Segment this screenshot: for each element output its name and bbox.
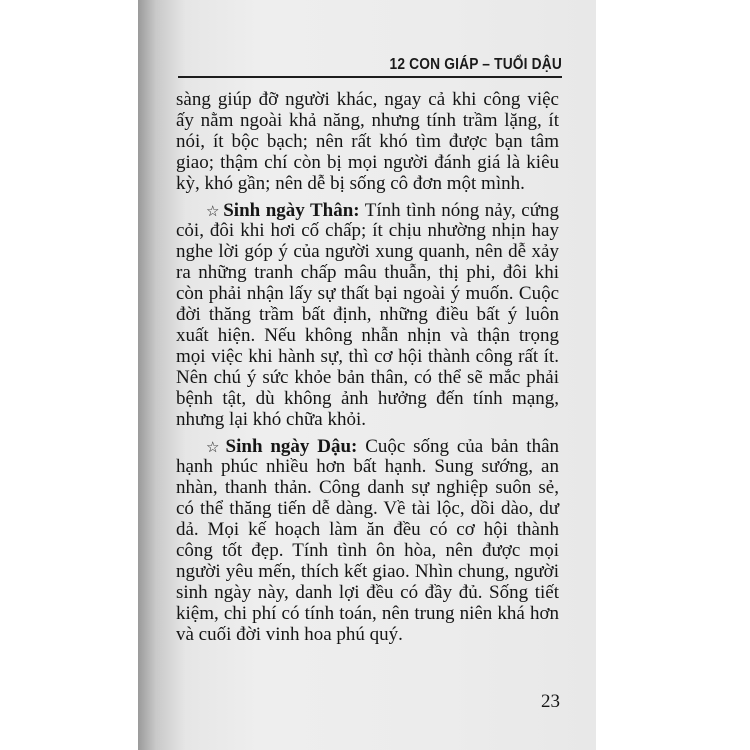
paragraph-sinh-ngay-than <box>176 201 559 431</box>
page-body <box>176 90 559 646</box>
header-rule <box>178 76 562 78</box>
paragraph-text: Tính tình nóng nảy, cứng cỏi, đôi khi hơi cố chấp; ít chịu nhường nhịn hay nghe lời góp ý của người xung quanh, nên dễ xảy ra những tranh chấp mâu thuẫn, thị phi, đôi khi còn phải nhận lấy sự thất bại ngoài ý muốn. Cuộc đời thăng trầm bất định, những điều bất ý luôn xuất hiện. Nếu không nhẫn nhịn và thận trọng mọi việc khi hành sự, thì cơ hội thành công rất ít. Nên chú ý sức khỏe bản thân, có thể sẽ mắc phải bệnh tật, dù không ảnh hưởng đến tính mạng, nhưng lại khó chữa khỏi. <box>176 199 559 430</box>
paragraph-intro: sàng giúp đỡ người khác, ngay cả khi công việc ấy nằm ngoài khả năng, nhưng tính trầm lặng, ít nói, ít bộc bạch; nên rất khó tìm được bạn tâm giao; thậm chí còn bị mọi người đánh giá là kiêu kỳ, khó gần; nên dễ bị sống cô đơn một mình. <box>176 89 559 194</box>
page-number: 23 <box>541 691 560 712</box>
running-header: 12 CON GIÁP – TUỔI DẬU <box>389 56 562 73</box>
paragraph-sinh-ngay-dau <box>176 437 559 646</box>
star-outline-icon: ☆ <box>206 437 223 456</box>
star-outline-icon: ☆ <box>206 201 221 220</box>
paragraph-label: Sinh ngày Thân: <box>223 199 360 221</box>
paragraph-text: Cuộc sống của bản thân hạnh phúc nhiều hơn bất hạnh. Sung sướng, an nhàn, thanh thản. Công danh sự nghiệp suôn sẻ, có thể thăng tiến dễ dàng. Về tài lộc, dồi dào, dư dả. Mọi kế hoạch làm ăn đều có cơ hội thành công tốt đẹp. Tính tình ôn hòa, nên được mọi người yêu mến, thích kết giao. Nhìn chung, người sinh ngày này, danh lợi đều có đầy đủ. Sống tiết kiệm, chi phí có tính toán, nên trung niên khá hơn và cuối đời vinh hoa phú quý. <box>176 435 560 645</box>
paragraph-label: Sinh ngày Dậu: <box>225 435 358 457</box>
